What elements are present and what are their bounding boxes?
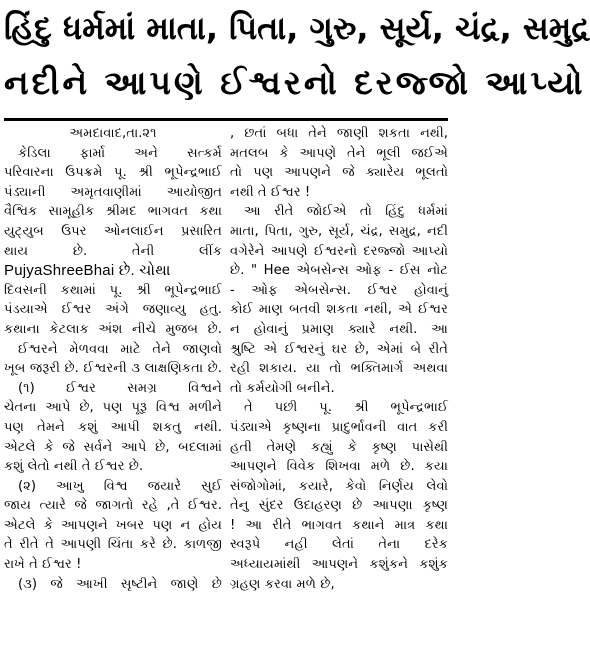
youtube-link-line: PujyaShreeBhai છે. ચોથા	[4, 262, 171, 280]
paragraph-line: કોઈ માણ બતવી શકતા નથી, એ ઈશ્વર	[230, 302, 448, 318]
paragraph-line: ન હોવાનું પ્રમાણ ક્યારે નથી. આ	[230, 321, 448, 337]
paragraph-line: નથી તે ઈશ્વર !	[230, 184, 311, 200]
paragraph-line: ઈશ્વરને મેળવવા માટે તેને જાણવો	[18, 341, 222, 357]
paragraph-line: (૧) ઈશ્વર સમગ્ર વિશ્વને	[18, 380, 222, 396]
paragraph-line: પણ તેમને કશું આપી શકતુ નથી.	[4, 419, 222, 435]
paragraph-line: (૩) જે આખી સૃષ્ટીને જાણે છે	[18, 576, 222, 592]
paragraph-line: એટલે કે આપણને ખબર પણ ન હોય	[4, 517, 222, 533]
paragraph-line: વૈશ્વિક સામૂહીક શ્રીમદ ભાગવત કથા	[4, 204, 222, 220]
article-column-right	[230, 124, 448, 594]
paragraph-line: , છતાં બધા તેને જાણી શકતા નથી,	[230, 126, 448, 141]
paragraph-line: (૨) આખુ વિશ્વ જયારે સુઈ	[18, 478, 222, 494]
paragraph-line: ચેતના આપે છે, પણ પૂરૂ વિશ્વ મળીને	[4, 400, 222, 416]
paragraph-line: તેનુ સુંદર ઉદાહરણ છે આપણા કૃષ્ણ	[230, 498, 448, 514]
paragraph-line: શ્રુષ્ટિ એ ઈશ્વરનું ઘર છે, એમાં બે રીતે	[230, 341, 448, 357]
paragraph-line: તે રીતે તે આપણી ચિંતા કરે છે. કાળજી	[4, 537, 222, 553]
paragraph-line: હતી તેમણે કહ્યું કે કૃષ્ણ પાસેથી	[230, 439, 448, 455]
paragraph-line: આપણને વિવેક શિખવા મળે છે. કયા	[230, 459, 448, 475]
dateline: અમદાવાદ,તા.૨૧	[69, 126, 157, 141]
paragraph-line: ! આ રીતે ભાગવત કથાને માત્ર કથા	[230, 517, 448, 533]
paragraph-line: પંડયાએ ઈશ્વર અંગે જણાવ્યુ હતુ.	[4, 302, 222, 318]
paragraph-line: વગેરેને આપણે ઈશ્વરનો દરજ્જો આપ્યો	[230, 243, 448, 259]
paragraph-line: ખૂબ જરૂરી છે. ઈશ્વરની ૩ લાક્ષણિકતા છે.	[4, 361, 222, 377]
paragraph-line: - ઓફ એબસેન્સ. ઈશ્વર હોવાનું	[230, 282, 448, 298]
paragraph-line: થાય છે. તેની લીંક	[4, 243, 222, 259]
paragraph-line: સ્વરૂપે નહી લેતાં તેના દરેક	[230, 537, 448, 553]
headline-line-1: હિંદુ ધર્મમાં માતા, પિતા, ગુરુ, સૂર્ય, ચંદ્ર, સમુદ્ર	[4, 9, 590, 47]
paragraph-line: છે. " Hee એબસેન્સ ઓફ - ઈસ નોટ	[230, 263, 448, 279]
paragraph-line: એટલે કે જે સર્વને આપે છે, બદલામાં	[4, 439, 222, 455]
paragraph-line: તો પણ આપણને જે ક્યારેય ભૂલતો	[230, 165, 448, 181]
paragraph-line: રાખે તે ઈશ્વર !	[4, 557, 82, 573]
paragraph-line: તે પછી પૂ. શ્રી ભૂપેન્દ્રભાઈ	[244, 400, 448, 416]
paragraph-line: માતા, પિતા, ગુરુ, સૂર્ય, ચંદ્ર, સમુદ્ર, નદી	[230, 223, 448, 239]
headline-line-2: નદીને આપણે ઈશ્વરનો દરજ્જો આપ્યો	[4, 63, 586, 102]
paragraph-line: યુટ્યુબ ઉપર ઓનલાઈન પ્રસારિત	[4, 223, 222, 239]
paragraph-line: રહી શકાય. યા તો ભક્તિમાર્ગ અથવા	[230, 361, 448, 377]
paragraph-line: કશું લેતો નથી તે ઈશ્વર છે.	[4, 459, 144, 475]
headline-divider	[4, 118, 448, 121]
paragraph-line: પરિવારના ઉપક્રમે પૂ. શ્રી ભૂપેન્દ્રભાઈ	[4, 165, 222, 181]
paragraph-line: પંડ્યાની અમૃતવાણીમાં આયોજીત	[4, 184, 222, 200]
paragraph-line: તો કર્મયોગી બનીને.	[230, 380, 335, 396]
paragraph-line: સંજોગોમાં, કયારે, કેવો નિર્ણય લેવો	[230, 478, 448, 494]
paragraph-line: આ રીતે જોઈએ તો હિંદુ ધર્મમાં	[244, 204, 448, 220]
paragraph-line: જાય ત્યારે જે જાગતો રહે ,તે ઈશ્વર.	[4, 498, 222, 514]
paragraph-line: મતલબ કે આપણે તેને ભૂલી જઈએ	[230, 145, 448, 161]
paragraph-line: દિવસની કથામાં પૂ. શ્રી ભૂપેન્દ્રભાઈ	[4, 282, 222, 298]
paragraph-line: પંડ્યાએ કૃષ્ણના પ્રાદુર્ભાવની વાત કરી	[230, 419, 448, 435]
paragraph-line: અધ્યાયમાંથી આપણને કશુંકને કશુંક	[230, 557, 448, 573]
paragraph-line: ગ્રહણ કરવા મળે છે,	[230, 576, 335, 592]
paragraph-line: કેડિલા ફાર્મા અને સત્કર્મ	[18, 145, 222, 161]
paragraph-line: કથાના કેટલાક અંશ નીચે મુજબ છે.	[4, 321, 222, 337]
article-column-left	[4, 124, 222, 594]
